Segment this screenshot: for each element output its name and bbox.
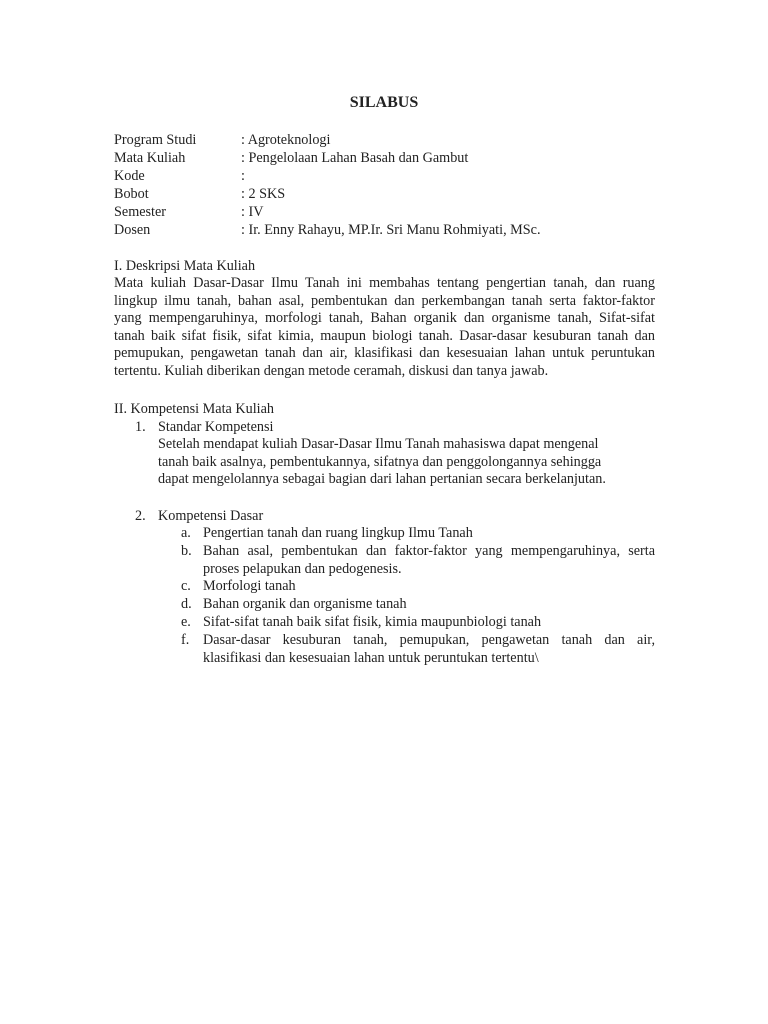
info-value: : [241,168,245,184]
subsection-title-dasar: Kompetensi Dasar [158,508,264,524]
paragraph-line: dapat mengelolannya sebagai bagian dari lahan pertanian secara berkelanjutan. [158,471,606,488]
info-value: : Ir. Enny Rahayu, MP.Ir. Sri Manu Rohmiyati, MSc. [241,222,541,238]
subsection-title-standar: Standar Kompetensi [158,419,274,435]
standar-paragraph [158,436,606,489]
list-letter: b. [181,543,192,559]
list-item [203,543,655,578]
paragraph-line: pemupukan, pengawetan tanah dan air, klasifikasi dan kesesuaian lahan untuk peruntukan [114,345,655,362]
paragraph-line: tanah baik sifat fisik, sifat kimia, maupun biologi tanah. Dasar-dasar kesuburan tanah dan [114,327,655,344]
item-line: Dasar-dasar kesuburan tanah, pemupukan, pengawetan tanah dan air, [203,632,655,648]
info-value: : 2 SKS [241,186,286,202]
list-item [203,596,655,614]
item-line: Pengertian tanah dan ruang lingkup Ilmu Tanah [203,525,473,541]
section-heading-kompetensi: II. Kompetensi Mata Kuliah [114,401,274,417]
paragraph-line: tanah baik asalnya, pembentukannya, sifatnya dan penggolongannya sehingga [158,453,602,470]
list-number: 2. [135,508,146,524]
section-heading-deskripsi: I. Deskripsi Mata Kuliah [114,258,256,274]
paragraph-line: Setelah mendapat kuliah Dasar-Dasar Ilmu Tanah mahasiswa dapat mengenal [158,436,599,452]
paragraph-line: lingkup ilmu tanah, bahan asal, pembentukan dan perkembangan tanah serta faktor-faktor [114,292,655,309]
item-line: Bahan asal, pembentukan dan faktor-faktor yang mempengaruhinya, serta [203,543,655,559]
list-number: 1. [135,419,146,435]
info-label: Dosen [114,222,151,238]
list-letter: d. [181,596,192,612]
description-paragraph [114,275,655,381]
list-letter: a. [181,525,191,541]
paragraph-line: yang mempengaruhinya, morfologi tanah, Bahan organik dan organisme tanah, Sifat-sifat [114,310,655,327]
item-line: proses pelapukan dan pedogenesis. [203,560,402,577]
info-label: Kode [114,168,145,184]
info-label: Semester [114,204,167,220]
list-item [203,525,655,543]
info-label: Bobot [114,186,149,202]
item-line: Sifat-sifat tanah baik sifat fisik, kimia maupunbiologi tanah [203,614,542,630]
item-line: Morfologi tanah [203,578,296,594]
document-title: SILABUS [349,94,419,111]
info-value: : Agroteknologi [241,132,331,148]
info-value: : Pengelolaan Lahan Basah dan Gambut [241,150,469,166]
list-item [203,578,655,596]
info-label: Mata Kuliah [114,150,186,166]
paragraph-line: Mata kuliah Dasar-Dasar Ilmu Tanah ini membahas tentang pengertian tanah, dan ruang [114,275,655,291]
list-letter: c. [181,578,191,594]
list-letter: f. [181,632,190,648]
info-label: Program Studi [114,132,197,148]
paragraph-line: tertentu. Kuliah diberikan dengan metode ceramah, diskusi dan tanya jawab. [114,362,549,379]
list-item [203,614,655,632]
info-value: : IV [241,204,264,220]
list-letter: e. [181,614,191,630]
item-line: Bahan organik dan organisme tanah [203,596,407,612]
item-line: klasifikasi dan kesesuaian lahan untuk peruntukan tertentu\ [203,649,539,666]
list-item [203,632,655,667]
